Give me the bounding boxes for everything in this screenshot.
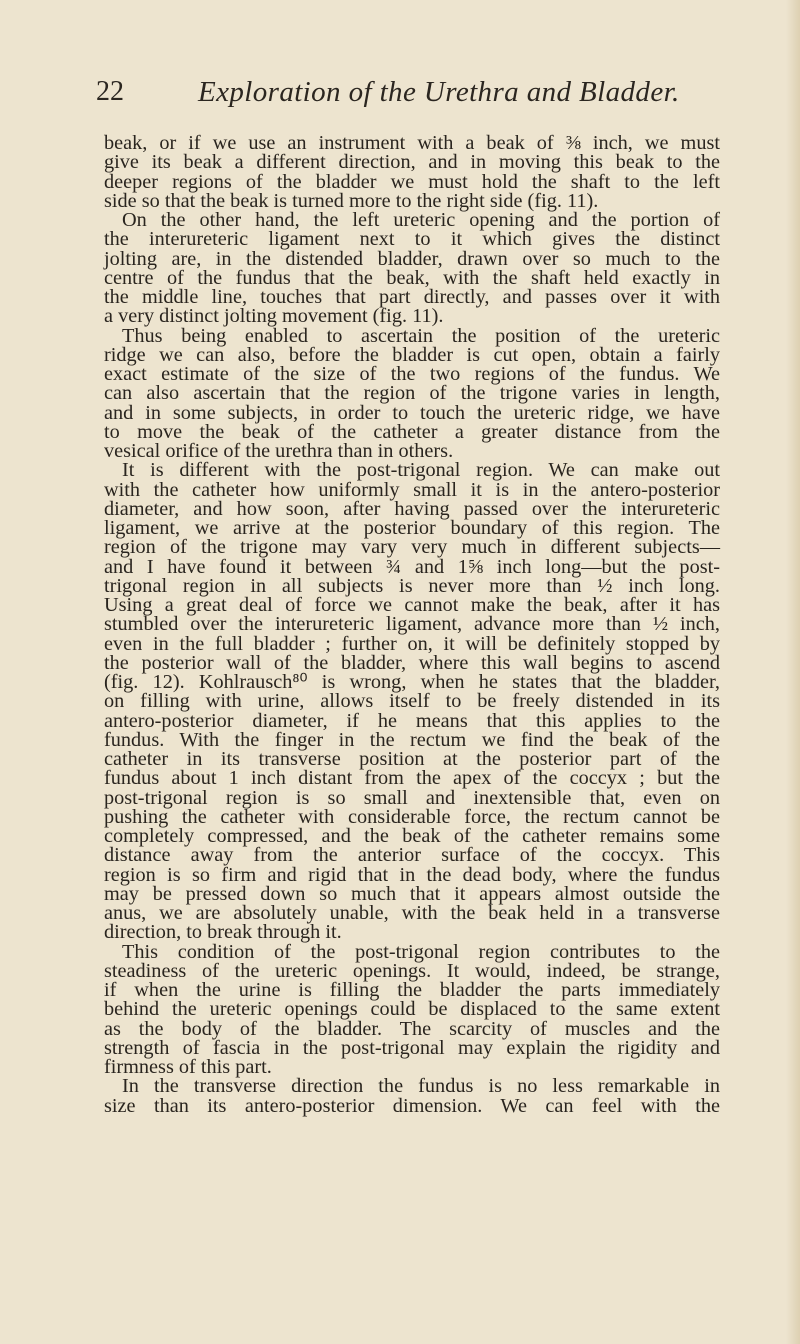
page-edge-shadow [786,0,800,1344]
text-line: can also ascertain that the region of the trigone varies in length, [104,382,720,405]
text-line: diameter, and how soon, after having passed over the interureteric [104,497,720,520]
text-line: size than its antero-posterior dimension. We can feel with the [104,1094,720,1117]
text-line: the posterior wall of the bladder, where this wall begins to ascend [104,651,720,674]
text-line: Using a great deal of force we cannot make the beak, after it has [104,594,720,616]
text-line: anus, we are absolutely unable, with the beak held in a transverse [104,902,720,924]
text-line: Thus being enabled to ascertain the position of the ureteric [122,324,720,347]
text-line: deeper regions of the bladder we must hold the shaft to the left [104,170,720,193]
running-head [96,76,744,116]
text-line: the middle line, touches that part directly, and passes over it with [104,286,720,308]
text-line: side so that the beak is turned more to the right side (fig. 11). [104,189,599,212]
text-line: the interureteric ligament next to it which gives the distinct [104,228,720,251]
text-line: to move the beak of the catheter a greater distance from the [104,420,720,443]
text-line: stumbled over the interureteric ligament, advance more than ½ inch, [104,613,720,636]
text-line: steadiness of the ureteric openings. It would, indeed, be strange, [104,959,720,982]
text-line: with the catheter how uniformly small it is in the antero-posterior [104,478,720,501]
text-line: and in some subjects, in order to touch the ureteric ridge, we have [104,401,720,424]
text-line: as the body of the bladder. The scarcity of muscles and the [104,1017,720,1040]
text-line: catheter in its transverse position at the posterior part of the [104,748,720,770]
text-line: distance away from the anterior surface of the coccyx. This [104,844,720,867]
running-title: Exploration of the Urethra and Bladder. [198,76,680,108]
text-line: beak, or if we use an instrument with a beak of ⅜ inch, we must [104,132,720,154]
text-line: vesical orifice of the urethra than in others. [104,440,454,462]
text-line: strength of fascia in the post-trigonal may explain the rigidity and [104,1036,720,1059]
text-line: completely compressed, and the beak of the catheter remains some [104,825,720,847]
text-line: behind the ureteric openings could be displaced to the same extent [104,998,720,1021]
text-line: region is so firm and rigid that in the dead body, where the fundus [104,863,720,886]
text-line: a very distinct jolting movement (fig. 11). [104,305,444,328]
text-line: jolting are, in the distended bladder, drawn over so much to the [104,247,720,270]
text-line: if when the urine is filling the bladder the parts immediately [104,979,720,1001]
text-line: It is different with the post-trigonal region. We can make out [122,459,720,482]
text-line: On the other hand, the left ureteric opening and the portion of [122,209,720,231]
text-line: ridge we can also, before the bladder is cut open, obtain a fairly [104,343,720,366]
text-line: firmness of this part. [104,1056,272,1078]
text-line: may be pressed down so much that it appears almost outside the [104,882,720,905]
text-line: region of the trigone may vary very much in different subjects— [104,536,720,559]
text-line: even in the full bladder ; further on, it will be definitely stopped by [104,632,720,655]
text-line: ligament, we arrive at the posterior boundary of this region. The [104,517,720,539]
text-line: centre of the fundus that the beak, with the shaft held exactly in [104,266,720,289]
text-line: on filling with urine, allows itself to be freely distended in its [104,690,720,713]
text-line: This condition of the post-trigonal region contributes to the [122,940,720,963]
text-line: pushing the catheter with considerable force, the rectum cannot be [104,805,720,828]
text-line: In the transverse direction the fundus is no less remarkable in [122,1075,720,1098]
text-line: and I have found it between ¾ and 1⅝ inch long—but the post- [104,555,720,578]
text-line: fundus about 1 inch distant from the apex of the coccyx ; but the [104,767,720,790]
text-line: post-trigonal region is so small and inextensible that, even on [104,786,720,809]
text-line: fundus. With the finger in the rectum we find the beak of the [104,728,720,751]
text-line: antero-posterior diameter, if he means that this applies to the [104,709,720,732]
page-number: 22 [96,76,124,107]
body-text [104,134,720,1116]
text-line: direction, to break through it. [104,921,342,944]
text-line: exact estimate of the size of the two regions of the fundus. We [104,363,720,385]
text-line: give its beak a different direction, and in moving this beak to the [104,151,720,174]
text-line: (fig. 12). Kohlrausch⁸⁰ is wrong, when he states that the bladder, [104,671,720,693]
text-line: trigonal region in all subjects is never more than ½ inch long. [104,574,720,597]
